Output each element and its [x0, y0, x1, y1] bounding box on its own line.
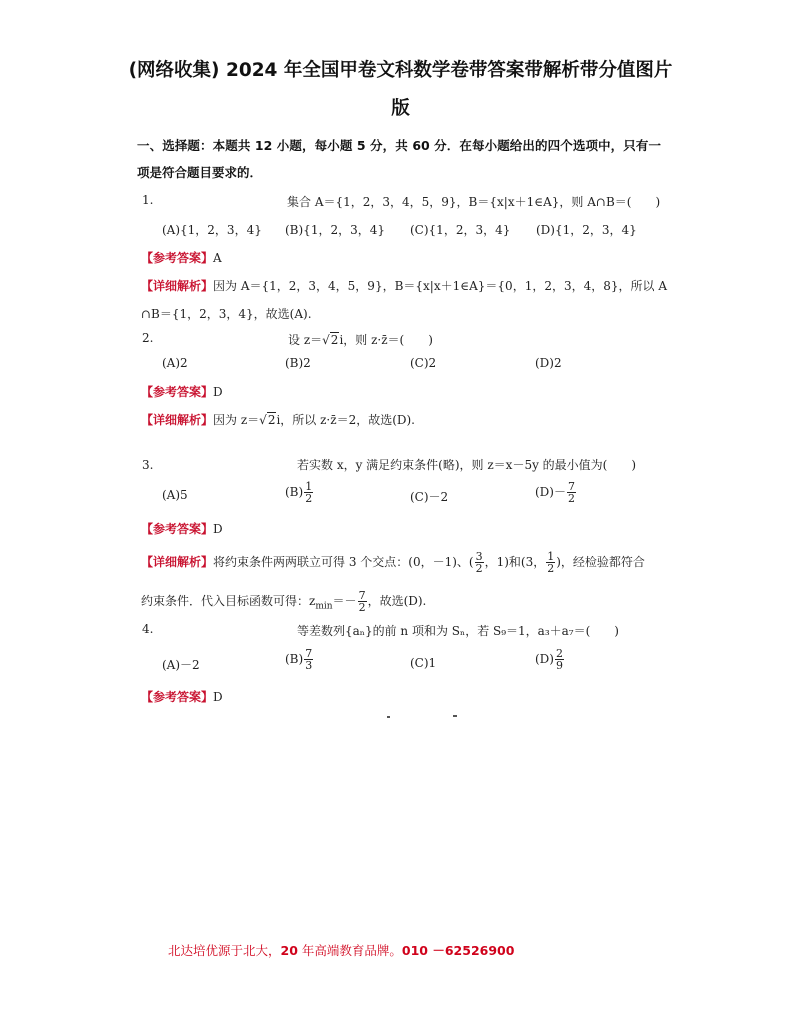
fraction [304, 648, 313, 671]
option-c: (C)1 [410, 656, 437, 670]
answer-tag: 【参考答案】 [141, 690, 214, 704]
answer-line [141, 520, 223, 537]
question-stem [288, 331, 433, 348]
option-d: (D)2 [535, 356, 562, 370]
fraction-denominator: 2 [358, 601, 366, 614]
fraction-denominator: 2 [305, 492, 313, 505]
footer-text: 年高端教育品牌。 [297, 943, 402, 958]
option-d [535, 481, 577, 504]
sqrt-symbol: √2 [259, 413, 276, 427]
question-number: 2. [142, 331, 154, 345]
answer-line [141, 383, 223, 400]
question-number: 4. [142, 622, 154, 636]
answer-tag: 【参考答案】 [141, 522, 214, 536]
fraction [555, 648, 564, 671]
stem-text: 设 z＝ [288, 333, 323, 347]
option-a: (A)5 [162, 488, 188, 502]
option-c: (C)－2 [410, 490, 449, 504]
fraction-numerator: 7 [358, 589, 366, 602]
analysis-tag: 【详细解析】 [141, 279, 214, 293]
sqrt-symbol: √2 [322, 333, 339, 347]
question-number: 3. [142, 458, 154, 472]
analysis-text: ＝－ [332, 594, 357, 608]
footer-years: 20 [280, 943, 298, 958]
fraction-denominator: 2 [547, 562, 555, 575]
fraction-denominator: 9 [555, 659, 563, 672]
analysis-text: )，经检验都符合 [556, 555, 645, 569]
footer-text: 北达培优源于北大， [168, 943, 281, 958]
scan-speck [453, 715, 457, 717]
analysis-text: 因为 z＝ [213, 413, 260, 427]
analysis-line-1 [141, 551, 645, 574]
option-b: (B){1，2，3，4} [285, 223, 385, 237]
analysis-line-2 [141, 590, 426, 613]
analysis-text: 因为 A＝{1，2，3，4，5，9}，B＝{x|x＋1∈A}＝{0，1，2，3，4，8}，所以 A [213, 279, 667, 293]
fraction-numerator: 3 [475, 550, 483, 563]
analysis-text: 将约束条件两两联立可得 3 个交点：(0，－1)、( [213, 555, 474, 569]
option-b: (B)2 [285, 356, 311, 370]
radicand: 2 [330, 333, 339, 347]
question-number: 1. [142, 193, 154, 207]
option-a: (A){1，2，3，4} [162, 223, 262, 237]
option-c: (C){1，2，3，4} [410, 223, 511, 237]
fraction-numerator: 7 [305, 647, 313, 660]
subscript: min [315, 601, 333, 612]
fraction-numerator: 1 [547, 550, 555, 563]
analysis-tag: 【详细解析】 [141, 413, 214, 427]
option-a: (A)－2 [162, 658, 200, 672]
fraction [567, 481, 576, 504]
radicand: 2 [267, 413, 276, 427]
analysis-line-1 [141, 277, 667, 294]
answer-value: D [213, 522, 223, 536]
option-c: (C)2 [410, 356, 437, 370]
answer-value: A [213, 251, 222, 265]
option-label: (D) [535, 652, 554, 666]
fraction-denominator: 3 [305, 659, 313, 672]
option-a: (A)2 [162, 356, 188, 370]
analysis-text: i，所以 z·z̄＝2，故选(D). [276, 413, 415, 427]
answer-tag: 【参考答案】 [141, 251, 214, 265]
analysis-text: ，1)和(3， [484, 555, 546, 569]
option-b [285, 648, 314, 671]
answer-line [141, 688, 223, 705]
footer-phone: 010 －62526900 [401, 943, 515, 958]
document-title-line1: (网络收集) 2024 年全国甲卷文科数学卷带答案带解析带分值图片 [128, 60, 673, 81]
fraction-numerator: 2 [555, 647, 563, 660]
option-label: (D)－ [535, 485, 566, 499]
fraction [475, 551, 484, 574]
scan-speck [387, 716, 390, 718]
fraction-denominator: 2 [475, 562, 483, 575]
analysis-tag: 【详细解析】 [141, 555, 214, 569]
option-d [535, 648, 565, 671]
option-b [285, 481, 314, 504]
document-title-line2: 版 [391, 98, 410, 119]
answer-value: D [213, 385, 223, 399]
analysis-line-2: ∩B＝{1，2，3，4}，故选(A). [141, 307, 312, 321]
analysis-line-1 [141, 411, 415, 428]
stem-text: i，则 z·z̄＝( ) [339, 333, 433, 347]
question-stem: 集合 A＝{1，2，3，4，5，9}，B＝{x|x＋1∈A}，则 A∩B＝( ) [287, 195, 661, 209]
footer-promo [168, 941, 514, 959]
fraction [304, 481, 313, 504]
fraction-denominator: 2 [568, 492, 575, 505]
option-label: (B) [285, 485, 304, 499]
option-d: (D){1，2，3，4} [536, 223, 637, 237]
answer-line [141, 249, 222, 266]
analysis-text: 约束条件．代入目标函数可得：z [141, 594, 316, 608]
question-stem: 若实数 x，y 满足约束条件(略)，则 z＝x－5y 的最小值为( ) [297, 458, 637, 472]
fraction-numerator: 1 [305, 480, 313, 493]
fraction-numerator: 7 [568, 480, 575, 493]
answer-value: D [213, 690, 223, 704]
answer-tag: 【参考答案】 [141, 385, 214, 399]
section-intro: 一、选择题：本题共 12 小题，每小题 5 分，共 60 分．在每小题给出的四个选项中，只有一项是符合题目要求的． [137, 138, 661, 180]
question-stem: 等差数列{aₙ}的前 n 项和为 Sₙ，若 S₉＝1，a₃＋a₇＝( ) [297, 624, 619, 638]
fraction [546, 551, 555, 574]
analysis-text: ，故选(D). [367, 594, 427, 608]
fraction [358, 590, 367, 613]
option-label: (B) [285, 652, 304, 666]
